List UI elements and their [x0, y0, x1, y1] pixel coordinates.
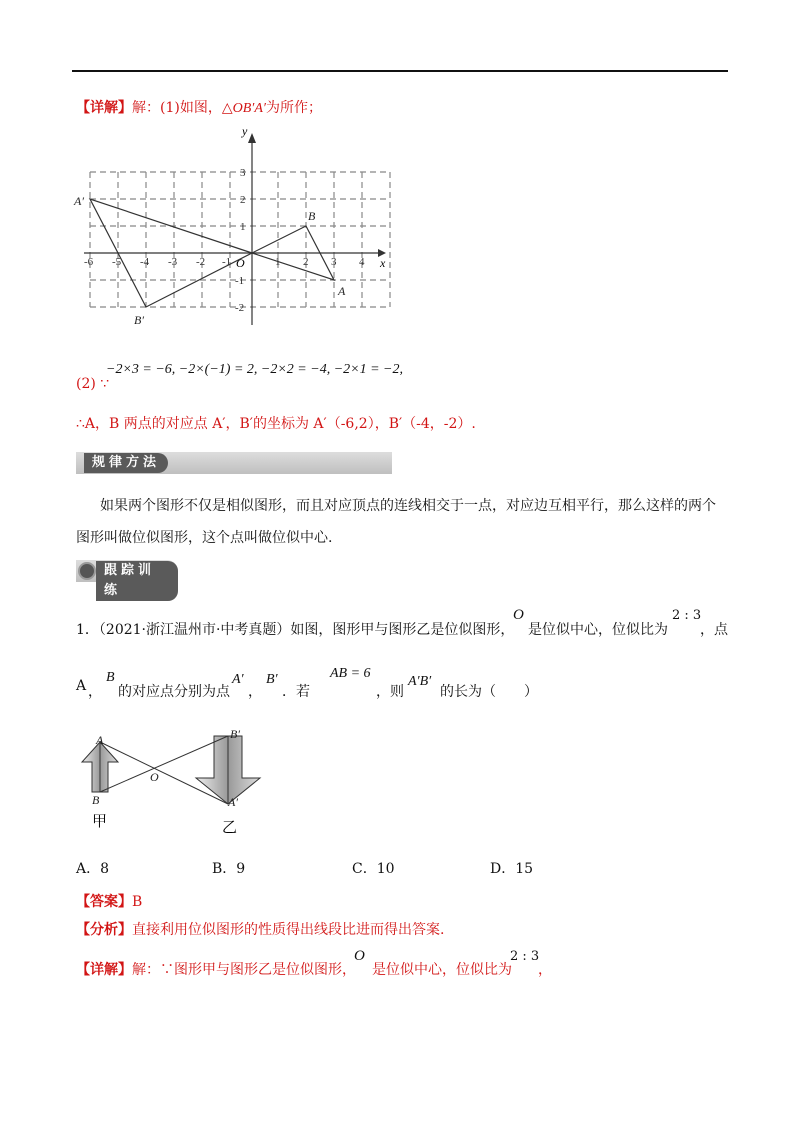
q1-B: B	[106, 670, 115, 685]
svg-text:-4: -4	[140, 256, 150, 268]
svg-text:1: 1	[240, 221, 246, 233]
q1-line2-f: 的长为（ ）	[440, 684, 538, 700]
q1-mid: 是位似中心，位似比为	[528, 622, 668, 638]
fig-A1: A′	[228, 795, 238, 809]
training-band	[76, 560, 178, 598]
target-icon	[78, 562, 96, 580]
detail-heading: 【详解】解：(1)如图，△OB′A′为所作；	[76, 100, 322, 116]
label-A1: A′	[74, 194, 84, 208]
svg-text:1: 1	[275, 256, 281, 268]
detail2-mid: 是位似中心，位似比为	[372, 962, 512, 978]
answer-line: 【答案】B	[76, 894, 143, 910]
y-arrow-icon	[248, 133, 256, 143]
part2-label: (2) ∵	[76, 376, 110, 392]
label-jia: 甲	[92, 814, 108, 830]
label-A: A	[338, 284, 346, 298]
training-heading: 跟踪训练	[96, 561, 178, 601]
detail2-O: O	[354, 948, 365, 964]
origin-label: O	[236, 256, 245, 270]
q1-AB: AB = 6	[330, 666, 371, 681]
q1-line2-e: ，则	[376, 684, 404, 700]
method-heading: 规律方法	[84, 453, 168, 473]
q1-line2-c: 的对应点分别为点	[118, 684, 230, 700]
x-label: x	[380, 256, 386, 270]
method-text-2: 图形叫做位似图形，这个点叫做位似中心.	[76, 530, 333, 546]
fig-O: O	[150, 770, 159, 784]
analysis-line: 【分析】直接利用位似图形的性质得出线段比进而得出答案.	[76, 922, 445, 938]
svg-text:-1: -1	[222, 256, 232, 268]
detail2-line: 【详解】解：∵图形甲与图形乙是位似图形，	[76, 962, 356, 978]
q1-comma1: ，	[88, 684, 102, 700]
q1-O: O	[513, 607, 524, 623]
q1-A1B1: A′B′	[408, 674, 432, 689]
q1-ratio: 2 : 3	[672, 608, 702, 623]
y-tick-labels	[235, 167, 246, 314]
label-B1: B′	[134, 313, 144, 327]
q1-end: ，点	[700, 622, 728, 638]
detail2-end: ，	[538, 962, 552, 978]
svg-text:-2: -2	[196, 256, 206, 268]
svg-text:4: 4	[359, 256, 365, 268]
label-B: B	[308, 209, 316, 223]
fig-B: B	[92, 793, 100, 807]
svg-text:-3: -3	[168, 256, 178, 268]
fig-B1: B′	[230, 727, 240, 741]
coordinate-graph	[72, 125, 402, 335]
method-text-1: 如果两个图形不仅是相似图形，而且对应顶点的连线相交于一点，对应边互相平行，那么这样的两个	[100, 498, 716, 514]
option-a: A．8	[76, 861, 110, 877]
option-d: D．15	[490, 861, 534, 877]
detail2-ratio: 2 : 3	[510, 949, 540, 964]
q1-B1: B′	[266, 672, 278, 687]
svg-text:2: 2	[240, 194, 246, 206]
svg-text:3: 3	[331, 256, 337, 268]
svg-text:-1: -1	[235, 275, 245, 287]
method-band	[76, 452, 392, 474]
conclusion: ∴A，B 两点的对应点 A′，B′的坐标为 A′（-6,2），B′（-4，-2）.	[76, 416, 476, 432]
option-c: C．10	[352, 861, 395, 877]
top-rule	[72, 70, 728, 72]
q1-text: 1．（2021·浙江温州市·中考真题）如图，图形甲与图形乙是位似图形，	[76, 622, 515, 638]
svg-text:3: 3	[240, 167, 246, 179]
q1-line2-d: ．若	[282, 684, 310, 700]
svg-text:-6: -6	[84, 256, 94, 268]
label-yi: 乙	[222, 820, 238, 834]
y-label: y	[242, 125, 248, 138]
q1-comma2: ，	[248, 684, 262, 700]
option-b: B．9	[212, 861, 246, 877]
q1-A1: A′	[232, 672, 244, 687]
fig-A: A	[96, 733, 104, 747]
part2-equation: −2×3 = −6, −2×(−1) = 2, −2×2 = −4, −2×1 = −2,	[106, 362, 403, 377]
svg-text:-5: -5	[112, 256, 122, 268]
svg-text:-2: -2	[235, 302, 245, 314]
q1-A: A	[76, 678, 87, 694]
svg-text:2: 2	[303, 256, 309, 268]
homothety-figure	[72, 722, 282, 834]
